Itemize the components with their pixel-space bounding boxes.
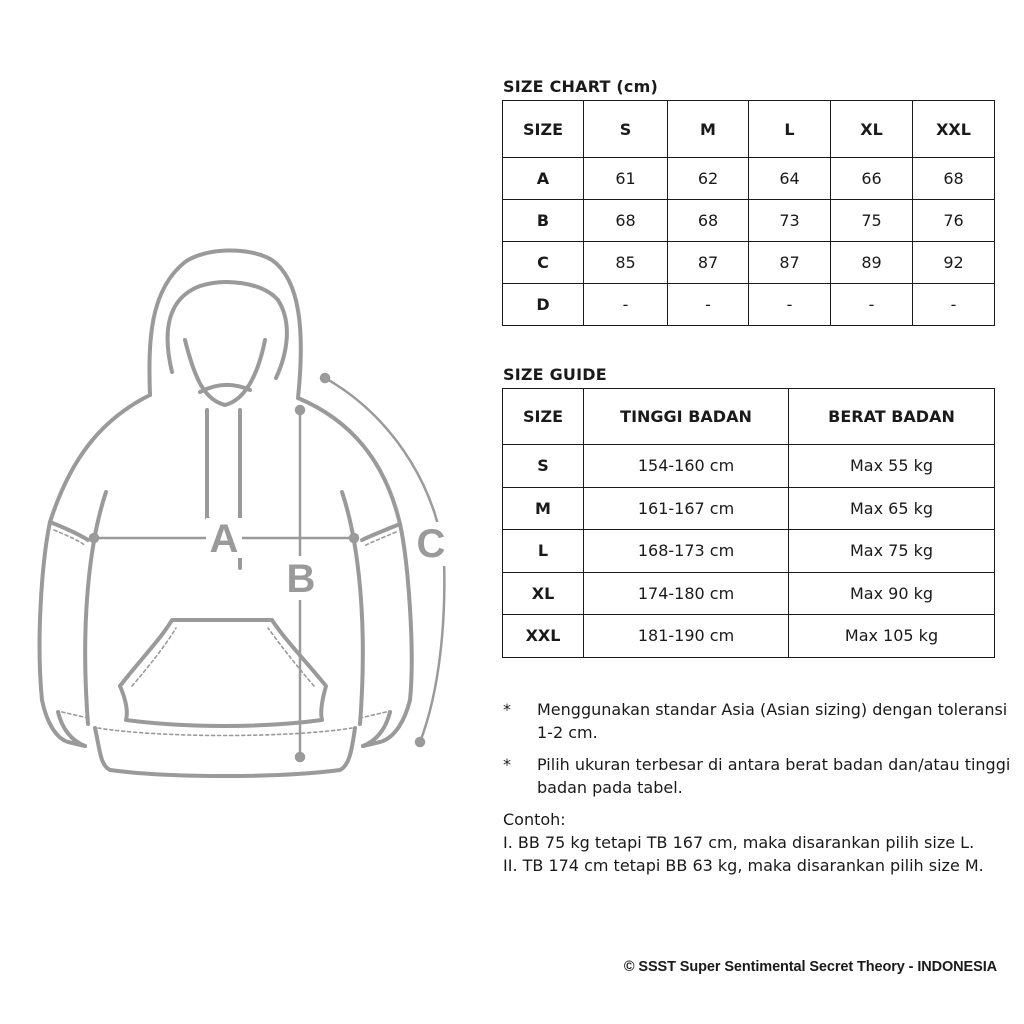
table-cell: 76 [913,200,995,242]
table-cell: 154-160 cm [584,445,789,488]
row-label: M [503,487,584,530]
table-row [503,487,995,530]
header-cell: TINGGI BADAN [584,389,789,445]
note-item [503,753,1018,799]
table-cell: 161-167 cm [584,487,789,530]
header-cell: L [749,101,831,158]
table-cell: Max 90 kg [789,572,995,615]
size-chart-table [502,100,995,326]
table-cell: 85 [584,242,668,284]
row-label: S [503,445,584,488]
table-cell: Max 105 kg [789,615,995,658]
table-cell: 73 [749,200,831,242]
table-cell: 66 [831,158,913,200]
size-guide-header-row [503,389,995,445]
table-cell: Max 75 kg [789,530,995,573]
table-row [503,158,995,200]
row-label: A [503,158,584,200]
header-cell: S [584,101,668,158]
size-chart-title: SIZE CHART (cm) [503,77,658,96]
table-cell: 64 [749,158,831,200]
note-bullet: * [503,700,511,719]
table-cell: 181-190 cm [584,615,789,658]
row-label: D [503,284,584,326]
footer-credit: © SSST Super Sentimental Secret Theory - INDONESIA [623,959,997,975]
table-row [503,530,995,573]
note-text: Pilih ukuran terbesar di antara berat badan dan/atau tinggi badan pada tabel. [537,755,1011,797]
table-cell: 75 [831,200,913,242]
table-cell: 62 [668,158,749,200]
row-label: XXL [503,615,584,658]
table-cell: - [584,284,668,326]
table-cell: - [831,284,913,326]
example-section [503,808,1018,877]
table-cell: 89 [831,242,913,284]
table-row [503,445,995,488]
size-guide-title: SIZE GUIDE [503,365,607,384]
table-cell: Max 55 kg [789,445,995,488]
note-item [503,698,1018,744]
table-cell: 68 [584,200,668,242]
header-cell: BERAT BADAN [789,389,995,445]
notes-section [503,698,1018,877]
label-a: A [209,517,239,561]
table-row [503,284,995,326]
example-line: I. BB 75 kg tetapi TB 167 cm, maka disarankan pilih size L. [503,833,975,852]
label-b: B [286,557,316,601]
hoodie-diagram [0,0,500,1024]
table-row [503,615,995,658]
example-line: II. TB 174 cm tetapi BB 63 kg, maka disarankan pilih size M. [503,856,984,875]
table-cell: 68 [668,200,749,242]
table-cell: 92 [913,242,995,284]
table-cell: 61 [584,158,668,200]
table-cell: 168-173 cm [584,530,789,573]
row-label: B [503,200,584,242]
label-c: C [416,522,446,566]
table-cell: Max 65 kg [789,487,995,530]
row-label: L [503,530,584,573]
example-heading: Contoh: [503,810,566,829]
hood-inner [168,282,287,378]
table-row [503,200,995,242]
table-cell: 87 [749,242,831,284]
header-cell: M [668,101,749,158]
row-label: XL [503,572,584,615]
drawstring-left [207,410,213,522]
header-cell: XL [831,101,913,158]
header-cell: XXL [913,101,995,158]
table-cell: - [913,284,995,326]
note-bullet: * [503,755,511,774]
table-row [503,572,995,615]
table-cell: 174-180 cm [584,572,789,615]
table-row [503,242,995,284]
table-cell: - [749,284,831,326]
table-cell: 68 [913,158,995,200]
header-cell: SIZE [503,389,584,445]
body-left [40,395,150,746]
kangaroo-pocket [120,620,326,726]
table-cell: 87 [668,242,749,284]
table-cell: - [668,284,749,326]
header-cell: SIZE [503,101,584,158]
note-text: Menggunakan standar Asia (Asian sizing) dengan toleransi 1-2 cm. [537,700,1008,742]
row-label: C [503,242,584,284]
size-chart-header-row [503,101,995,158]
size-guide-table [502,388,995,658]
